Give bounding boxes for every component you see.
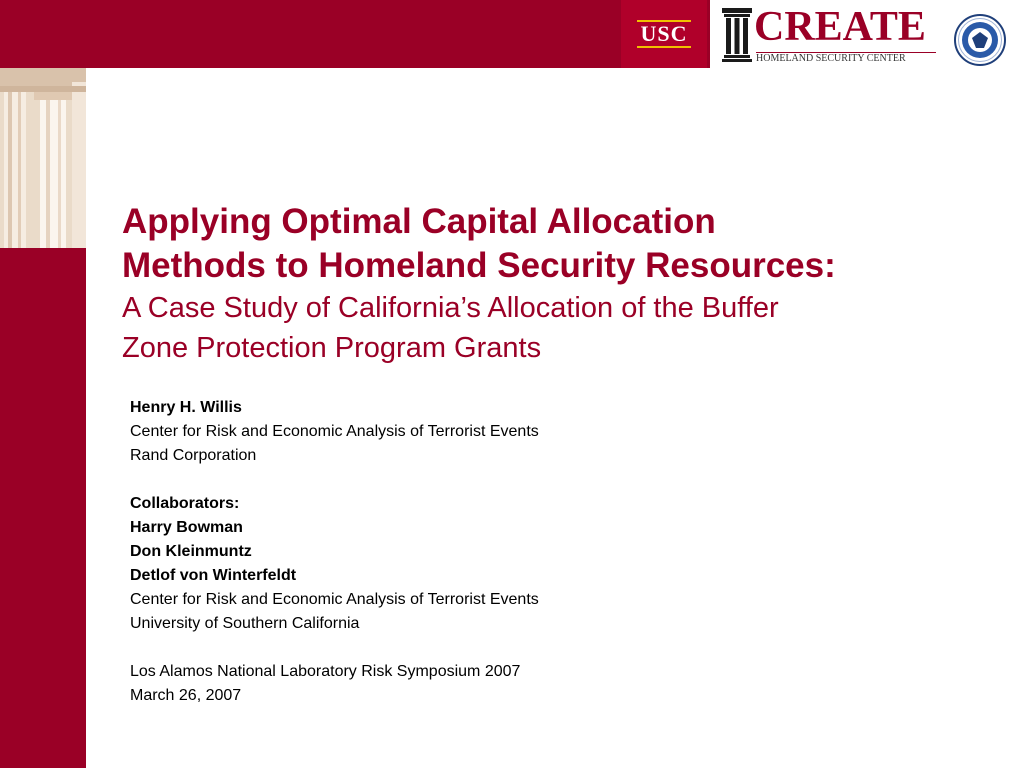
spacer [130, 468, 830, 492]
collaborator-name: Detlof von Winterfeldt [130, 567, 297, 584]
column-icon [722, 8, 752, 62]
usc-logo-text: USC [637, 20, 690, 48]
author-org: Rand Corporation [130, 447, 257, 464]
subtitle-line-1: A Case Study of California’s Allocation of the Buffer [122, 292, 779, 324]
dhs-seal-icon [954, 14, 1006, 66]
author-center: Center for Risk and Economic Analysis of Terrorist Events [130, 423, 539, 440]
subtitle-line-2: Zone Protection Program Grants [122, 332, 542, 364]
title-block [122, 200, 982, 368]
collaborators-org: University of Southern California [130, 615, 360, 632]
collaborators-center: Center for Risk and Economic Analysis of Terrorist Events [130, 591, 539, 608]
event-name: Los Alamos National Laboratory Risk Symposium 2007 [130, 663, 521, 680]
credits-block [130, 396, 830, 708]
collaborator-name: Don Kleinmuntz [130, 543, 252, 560]
columns-image [0, 68, 86, 248]
create-logo-text: CREATE [754, 4, 926, 50]
create-logo [722, 4, 937, 64]
collaborators-heading: Collaborators: [130, 495, 240, 512]
author-name: Henry H. Willis [130, 399, 242, 416]
create-logo-subtitle: HOMELAND SECURITY CENTER [756, 52, 936, 64]
event-date: March 26, 2007 [130, 687, 242, 704]
usc-logo [621, 0, 707, 68]
spacer [130, 636, 830, 660]
title-line-2: Methods to Homeland Security Resources: [122, 246, 836, 285]
title-line-1: Applying Optimal Capital Allocation [122, 202, 716, 241]
collaborator-name: Harry Bowman [130, 519, 243, 536]
